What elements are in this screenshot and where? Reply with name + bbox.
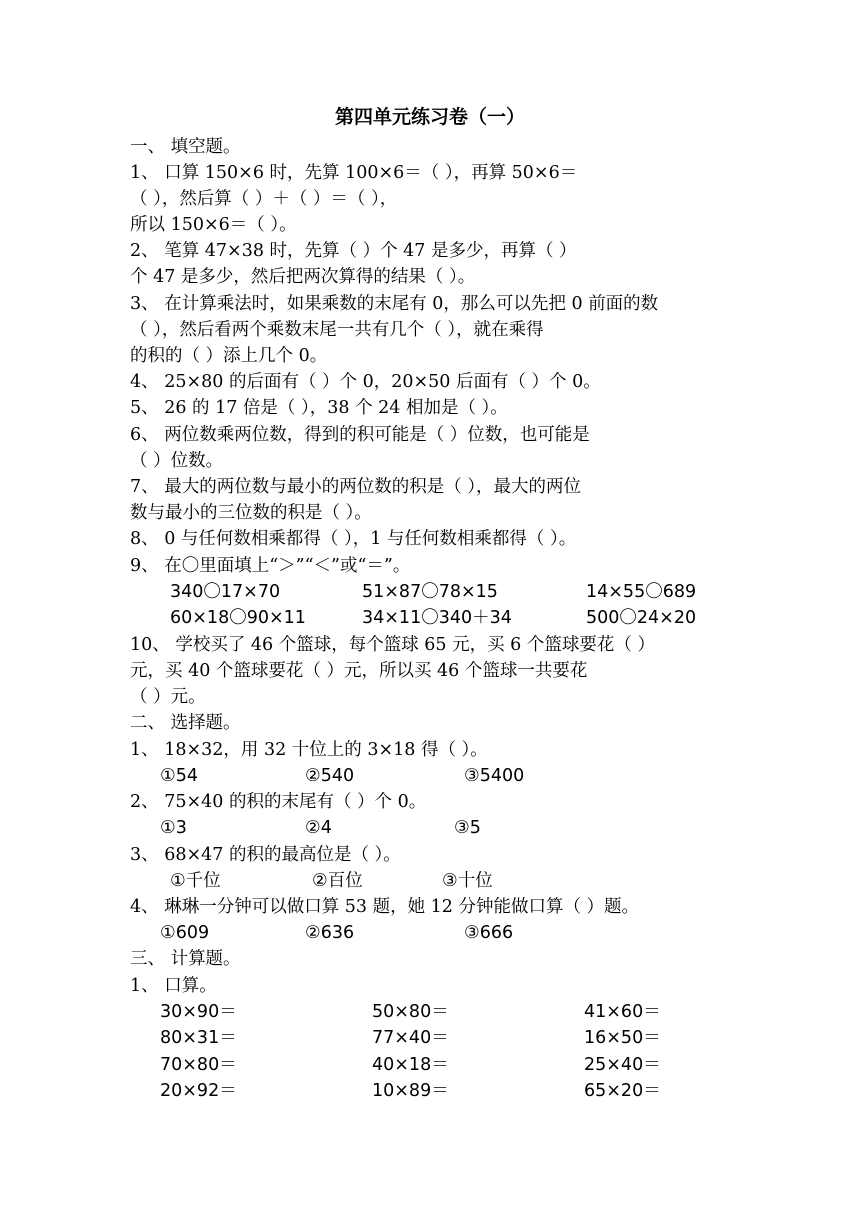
compare-item: 60×18〇90×11 bbox=[170, 608, 306, 628]
sub-heading-mental-calc: 1、 口算。 bbox=[130, 976, 217, 996]
calc-item: 10×89＝ bbox=[372, 1081, 449, 1101]
question-line: 10、 学校买了 46 个篮球，每个篮球 65 元，买 6 个篮球要花（ ） bbox=[130, 635, 655, 655]
question-line: 1、 口算 150×6 时，先算 100×6＝（ ），再算 50×6＝ bbox=[130, 163, 578, 183]
choice-option: ②636 bbox=[305, 923, 355, 943]
choice-option: ①54 bbox=[160, 766, 198, 786]
question-line: （ ），然后算（ ）＋（ ）＝（ ）， bbox=[130, 189, 398, 209]
calc-item: 16×50＝ bbox=[584, 1028, 661, 1048]
question-line: 个 47 是多少，然后把两次算得的结果（ ）。 bbox=[130, 267, 476, 287]
choice-option: ①千位 bbox=[170, 871, 221, 891]
calc-item: 40×18＝ bbox=[372, 1055, 449, 1075]
calc-item: 80×31＝ bbox=[160, 1028, 237, 1048]
compare-item: 34×11〇340＋34 bbox=[362, 608, 512, 628]
calc-item: 41×60＝ bbox=[584, 1002, 661, 1022]
question-line: 9、 在〇里面填上“＞”“＜”或“＝”。 bbox=[130, 556, 411, 576]
section-heading-calc: 三、 计算题。 bbox=[130, 949, 241, 969]
choice-question: 4、 琳琳一分钟可以做口算 53 题，她 12 分钟能做口算（ ）题。 bbox=[130, 897, 640, 917]
choice-option: ②百位 bbox=[312, 871, 363, 891]
calc-item: 25×40＝ bbox=[584, 1055, 661, 1075]
question-line: 6、 两位数乘两位数，得到的积可能是（ ）位数，也可能是 bbox=[130, 425, 590, 445]
question-line: 7、 最大的两位数与最小的两位数的积是（ ），最大的两位 bbox=[130, 477, 582, 497]
section-heading-choice: 二、 选择题。 bbox=[130, 713, 241, 733]
choice-question: 3、 68×47 的积的最高位是（ ）。 bbox=[130, 845, 401, 865]
choice-question: 1、 18×32，用 32 十位上的 3×18 得（ ）。 bbox=[130, 740, 488, 760]
compare-item: 51×87〇78×15 bbox=[362, 582, 498, 602]
choice-option: ③5 bbox=[454, 818, 481, 838]
calc-item: 70×80＝ bbox=[160, 1055, 237, 1075]
question-line: 3、 在计算乘法时，如果乘数的末尾有 0，那么可以先把 0 前面的数 bbox=[130, 294, 659, 314]
choice-option: ③666 bbox=[464, 923, 514, 943]
choice-option: ①609 bbox=[160, 923, 210, 943]
question-line: （ ），然后看两个乘数末尾一共有几个（ ），就在乘得 bbox=[130, 320, 544, 340]
calc-item: 20×92＝ bbox=[160, 1081, 237, 1101]
calc-item: 65×20＝ bbox=[584, 1081, 661, 1101]
choice-option: ③十位 bbox=[442, 871, 493, 891]
choice-option: ①3 bbox=[160, 818, 187, 838]
choice-option: ②540 bbox=[305, 766, 355, 786]
compare-item: 340〇17×70 bbox=[170, 582, 281, 602]
question-line: （ ）位数。 bbox=[130, 451, 224, 471]
question-line: 的积的（ ）添上几个 0。 bbox=[130, 346, 328, 366]
question-line: 数与最小的三位数的积是（ ）。 bbox=[130, 503, 372, 523]
calc-item: 30×90＝ bbox=[160, 1002, 237, 1022]
compare-item: 14×55〇689 bbox=[586, 582, 697, 602]
page-title: 第四单元练习卷（一） bbox=[334, 106, 525, 128]
question-line: 8、 0 与任何数相乘都得（ ），1 与任何数相乘都得（ ）。 bbox=[130, 529, 577, 549]
question-line: （ ）元。 bbox=[130, 687, 206, 707]
question-line: 4、 25×80 的后面有（ ）个 0，20×50 后面有（ ）个 0。 bbox=[130, 372, 601, 392]
question-line: 2、 笔算 47×38 时，先算（ ）个 47 是多少，再算（ ） bbox=[130, 241, 577, 261]
section-heading-fill-blank: 一、 填空题。 bbox=[130, 137, 241, 157]
question-line: 元，买 40 个篮球要花（ ）元，所以买 46 个篮球一共要花 bbox=[130, 661, 588, 681]
compare-item: 500〇24×20 bbox=[586, 608, 697, 628]
choice-question: 2、 75×40 的积的末尾有（ ）个 0。 bbox=[130, 792, 427, 812]
question-line: 5、 26 的 17 倍是（ ），38 个 24 相加是（ ）。 bbox=[130, 398, 508, 418]
calc-item: 77×40＝ bbox=[372, 1028, 449, 1048]
choice-option: ③5400 bbox=[464, 766, 525, 786]
choice-option: ②4 bbox=[305, 818, 332, 838]
question-line: 所以 150×6＝（ ）。 bbox=[130, 215, 297, 235]
calc-item: 50×80＝ bbox=[372, 1002, 449, 1022]
